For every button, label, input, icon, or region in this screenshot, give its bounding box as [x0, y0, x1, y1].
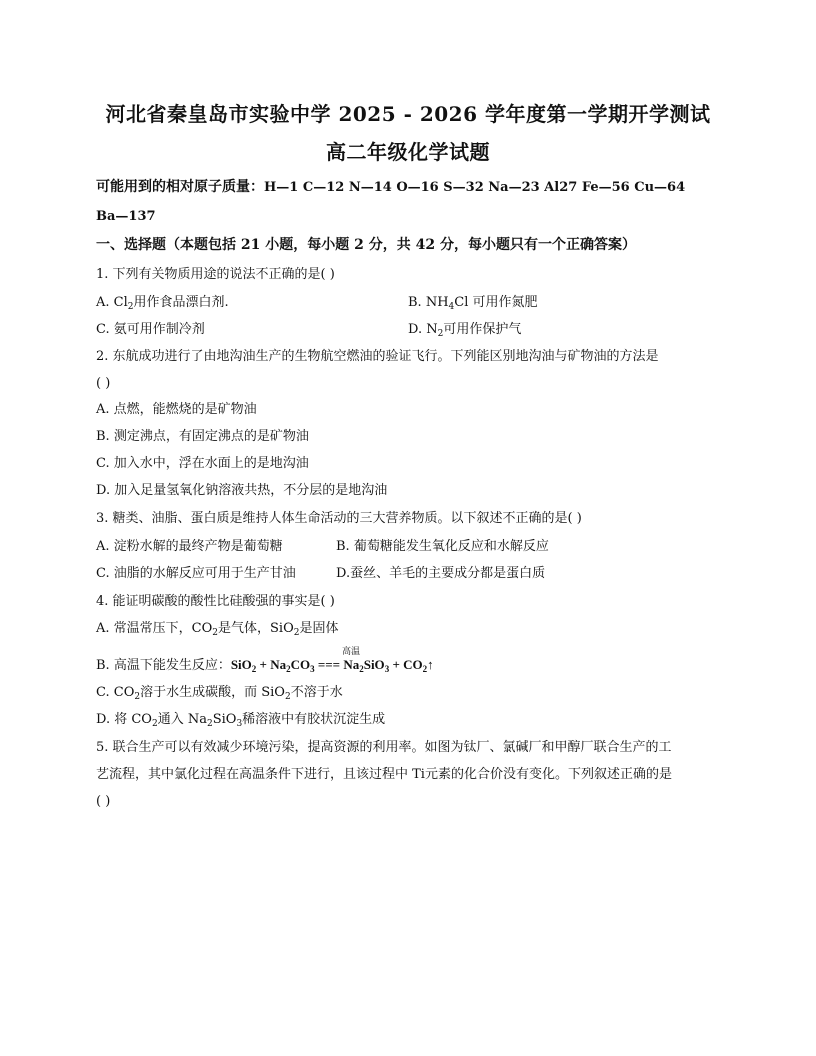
- q4-option-d: D. 将 $CO_2$通入 $Na_2SiO_3$稀溶液中有胶状沉淀生成: [96, 712, 386, 729]
- school-title: 河北省秦皇岛市实验中学 2025 - 2026 学年度第一学期开学测试: [105, 102, 711, 126]
- q5-stem-line1: 5. 联合生产可以有效减少环境污染，提高资源的利用率。如图为钛厂、氯碱厂和甲醇厂联合生产的工: [96, 740, 672, 755]
- subject-title: 高二年级化学试题: [326, 140, 490, 164]
- atomic-mass-values-cont: Ba—137: [96, 209, 156, 224]
- q5-answer-paren: ( ): [96, 794, 111, 809]
- q2-option-b: B. 测定沸点，有固定沸点的是矿物油: [96, 429, 309, 444]
- q4-stem: 4. 能证明碳酸的酸性比硅酸强的事实是( ): [96, 594, 335, 609]
- q1-stem: 1. 下列有关物质用途的说法不正确的是( ): [96, 267, 335, 282]
- atomic-mass-values: H—1 C—12 N—14 O—16 S—32 Na—23 Al27 Fe—56 Cu—64: [264, 180, 686, 195]
- q3-option-a: A. 淀粉水解的最终产物是葡萄糖: [96, 539, 283, 554]
- q4-reaction-condition: 高温: [342, 647, 361, 657]
- q3-option-c: C. 油脂的水解反应可用于生产甘油: [96, 566, 296, 581]
- q2-option-a: A. 点燃，能燃烧的是矿物油: [96, 402, 257, 417]
- q4-option-a: A. 常温常压下，$CO_2$是气体，SiO$_2$是固体: [96, 621, 339, 638]
- q2-stem: 2. 东航成功进行了由地沟油生产的生物航空燃油的验证飞行。下列能区别地沟油与矿物油的方法是: [96, 349, 659, 364]
- q1-option-a: A. $Cl_2$用作食品漂白剂.: [96, 295, 229, 312]
- q2-option-d: D. 加入足量氢氧化钠溶液共热，不分层的是地沟油: [96, 483, 388, 498]
- q2-answer-paren: ( ): [96, 376, 111, 391]
- q5-stem-line2: 艺流程，其中氯化过程在高温条件下进行，且该过程中 Ti元素的化合价没有变化。下列叙述正确的是: [96, 767, 672, 782]
- q3-option-d: D.蚕丝、羊毛的主要成分都是蛋白质: [336, 566, 546, 581]
- q4-equation: $SiO_2 + Na_2CO_3$ === $Na_2SiO_3$ + $CO_2↑$: [230, 657, 434, 674]
- section-heading: 一、选择题（本题包括 21 小题，每小题 2 分，共 42 分，每小题只有一个正确答案）: [96, 237, 636, 253]
- q4-option-b: B. 高温下能发生反应：$SiO_2 + Na_2CO_3$ === $Na_2SiO_3$ + $CO_2↑$: [96, 657, 434, 674]
- q3-option-b: B. 葡萄糖能发生氧化反应和水解反应: [336, 539, 549, 554]
- q3-stem: 3. 糖类、油脂、蛋白质是维持人体生命活动的三大营养物质。以下叙述不正确的是( ): [96, 511, 582, 526]
- atomic-mass-line: [96, 178, 685, 197]
- q1-option-d: D. $N_2$可用作保护气: [408, 322, 522, 339]
- q1-option-c: C. 氨可用作制冷剂: [96, 322, 205, 337]
- q1-option-b: B. $NH_4Cl$ 可用作氮肥: [408, 295, 538, 312]
- q2-option-c: C. 加入水中，浮在水面上的是地沟油: [96, 456, 309, 471]
- q4-option-c: C. $CO_2$溶于水生成碳酸，而 SiO$_2$不溶于水: [96, 685, 343, 702]
- atomic-mass-label: 可能用到的相对原子质量：: [96, 179, 264, 195]
